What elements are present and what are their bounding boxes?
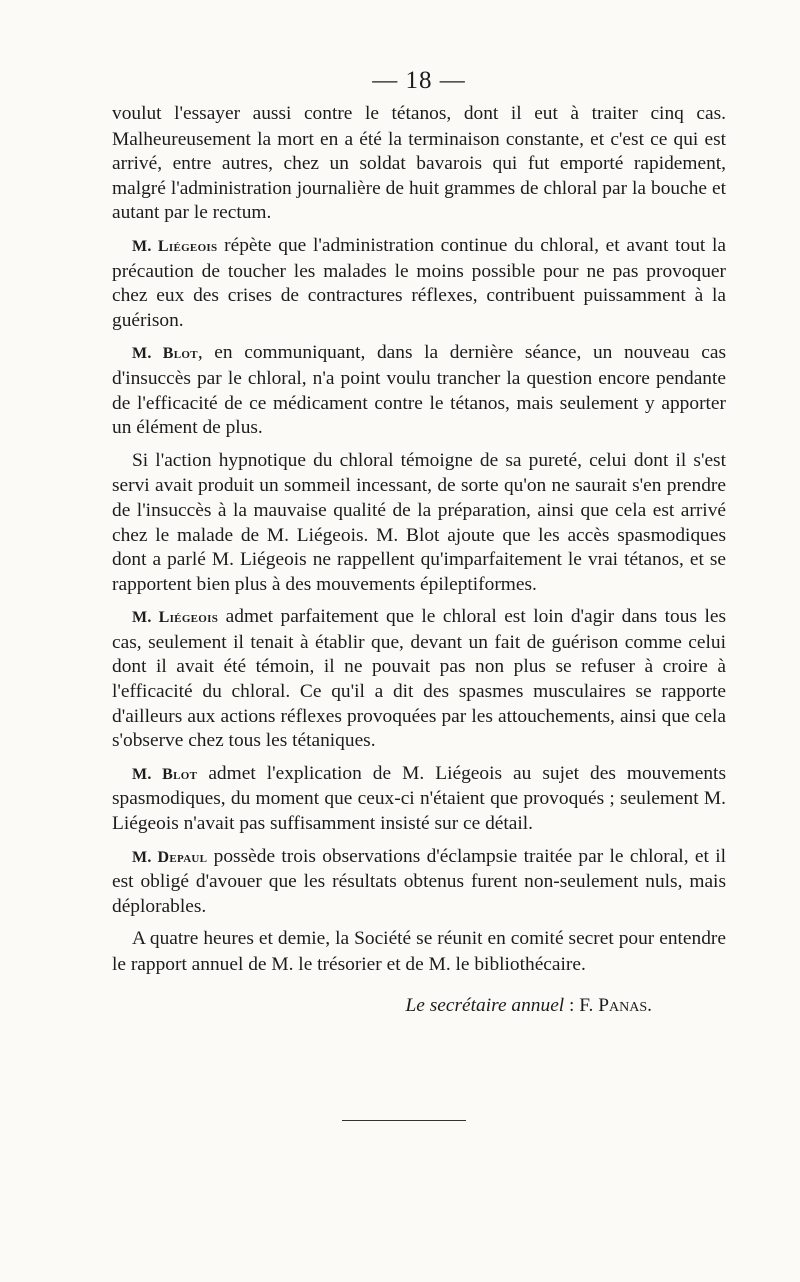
- signature-role: Le secrétaire annuel: [405, 994, 565, 1016]
- paragraph-8: [112, 927, 726, 977]
- signature: [112, 994, 652, 1019]
- speaker-name: M. Blot: [132, 345, 198, 363]
- paragraph-2: [112, 234, 726, 333]
- page-number: — 18 —: [372, 67, 466, 94]
- signature-name: Panas.: [598, 994, 652, 1016]
- paragraph-text: admet l'explication de M. Liégeois au sujet des mouvements spasmodiques, du moment que ceux-ci n'étaient que provoqués ; seulement M. Liégeois n'avait pas suffisamment insisté sur ce détail.: [112, 762, 726, 835]
- paragraph-text: possède trois observations d'éclampsie traitée par le chloral, et il est obligé d'avouer que les résultats obtenus furent non-seulement nuls, mais déplorables.: [112, 845, 726, 917]
- speaker-name: M. Depaul: [132, 848, 208, 866]
- paragraph-3: [112, 341, 726, 440]
- paragraph-text: , en communiquant, dans la dernière séance, un nouveau cas d'insuccès par le chloral, n'a point voulu trancher la question encore pendante de l'efficacité de ce médicament contre le tétanos, mais seulement y apporter un élément de plus.: [112, 342, 726, 439]
- signature-initial: F.: [579, 994, 594, 1016]
- paragraph-6: [112, 762, 726, 837]
- speaker-name: M. Liégeois: [132, 609, 219, 627]
- document-page: [112, 66, 726, 1018]
- paragraph-4: [112, 449, 726, 598]
- paragraph-text: admet parfaitement que le chloral est loin d'agir dans tous les cas, seulement il tenait à établir que, devant un fait de guérison comme celui dont il avait été témoin, il ne pouvait pas non plus se refuser à croire à l'efficacité du chloral. Ce qu'il a dit des spasmes musculaires se rapporte d'ailleurs aux actions réflexes provoquées par les attouchements, ainsi que cela s'observe chez tous les tétaniques.: [112, 606, 726, 752]
- paragraph-7: [112, 845, 726, 920]
- paragraph-1: [112, 102, 726, 226]
- speaker-name: M. Liégeois: [132, 237, 218, 255]
- signature-separator: :: [564, 994, 580, 1016]
- paragraph-text: Si l'action hypnotique du chloral témoigne de sa pureté, celui dont il s'est servi avait produit un sommeil incessant, de sorte qu'on ne saurait s'en prendre de l'insuccès à la mauvaise qualité de la préparation, ainsi que cela est arrivé chez le malade de M. Liégeois. M. Blot ajoute que les accès spasmodiques dont a parlé M. Liégeois ne rappellent qu'imparfaitement le vrai tétanos, et se rapportent bien plus à des mouvements épileptiformes.: [112, 449, 726, 595]
- closing-rule: [342, 1120, 466, 1121]
- paragraph-text: voulut l'essayer aussi contre le tétanos, dont il eut à traiter cinq cas. Malheureusement la mort en a été la terminaison constante, et c'est ce qui est arrivé, entre autres, chez un soldat bavarois qui fut emporté rapidement, malgré l'administration journalière de huit grammes de chloral par la bouche et autant par le rectum.: [112, 103, 726, 224]
- paragraph-text: A quatre heures et demie, la Société se réunit en comité secret pour entendre le rapport annuel de M. le trésorier et de M. le bibliothécaire.: [112, 928, 726, 975]
- paragraph-5: [112, 605, 726, 754]
- paragraph-text: répète que l'administration continue du chloral, et avant tout la précaution de toucher les malades le moins possible pour ne pas provoquer chez eux des crises de contractures réflexes, contribuent puissamment à la guérison.: [112, 234, 727, 331]
- speaker-name: M. Blot: [132, 765, 198, 783]
